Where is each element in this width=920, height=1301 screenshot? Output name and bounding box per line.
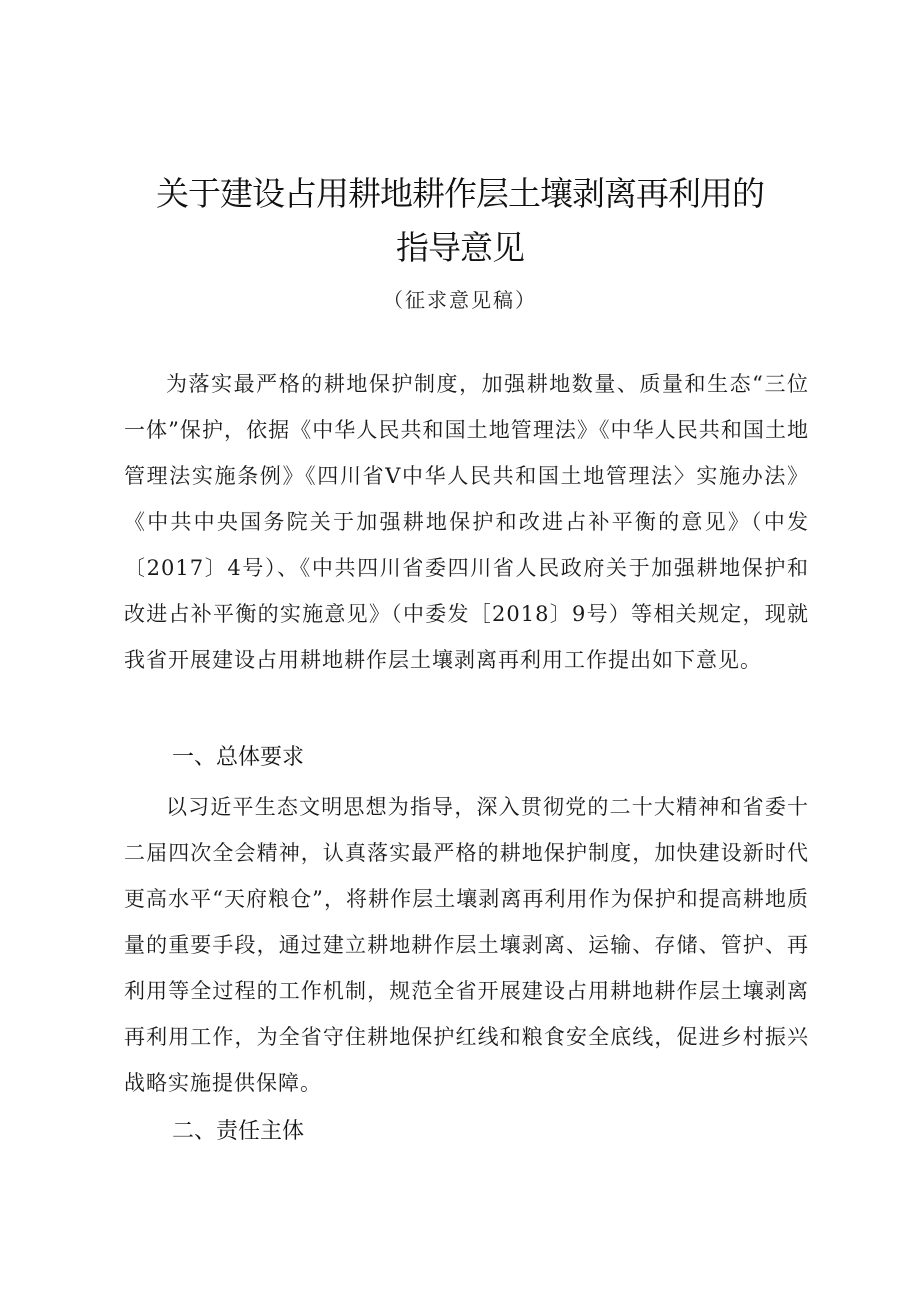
document-subtitle: （征求意见稿） (383, 288, 537, 312)
intro-paragraph: 为落实最严格的耕地保护制度，加强耕地数量、质量和生态“三位一体”保护，依据《中华人民共和国土地管理法》《中华人民共和国土地管理法实施条例》《四川省V中华人民共和国土地管理法〉实施办法》《中共中央国务院关于加强耕地保护和改进占补平衡的意见》（中发〔2017〕4号）、《中共四川省委四川省人民政府关于加强耕地保护和改进占补平衡的实施意见》（中委发［2018〕9号）等相关规定，现就我省开展建设占用耕地耕作层土壤剥离再利用工作提出如下意见。 (124, 372, 809, 672)
section-heading-responsible-parties: 二、责任主体 (172, 1119, 305, 1144)
document-title-line1: 关于建设占用耕地耕作层土壤剥离再利用的 (156, 174, 764, 213)
document-title-line2: 指导意见 (396, 228, 524, 267)
general-requirements-paragraph: 以习近平生态文明思想为指导，深入贯彻党的二十大精神和省委十二届四次全会精神，认真落实最严格的耕地保护制度，加快建设新时代更高水平“天府粮仓”，将耕作层土壤剥离再利用作为保护和提高耕地质量的重要手段，通过建立耕地耕作层土壤剥离、运输、存储、管护、再利用等全过程的工作机制，规范全省开展建设占用耕地耕作层土壤剥离再利用工作，为全省守住耕地保护红线和粮食安全底线，促进乡村振兴战略实施提供保障。 (124, 795, 809, 1095)
section-heading-general-requirements: 一、总体要求 (172, 745, 305, 770)
